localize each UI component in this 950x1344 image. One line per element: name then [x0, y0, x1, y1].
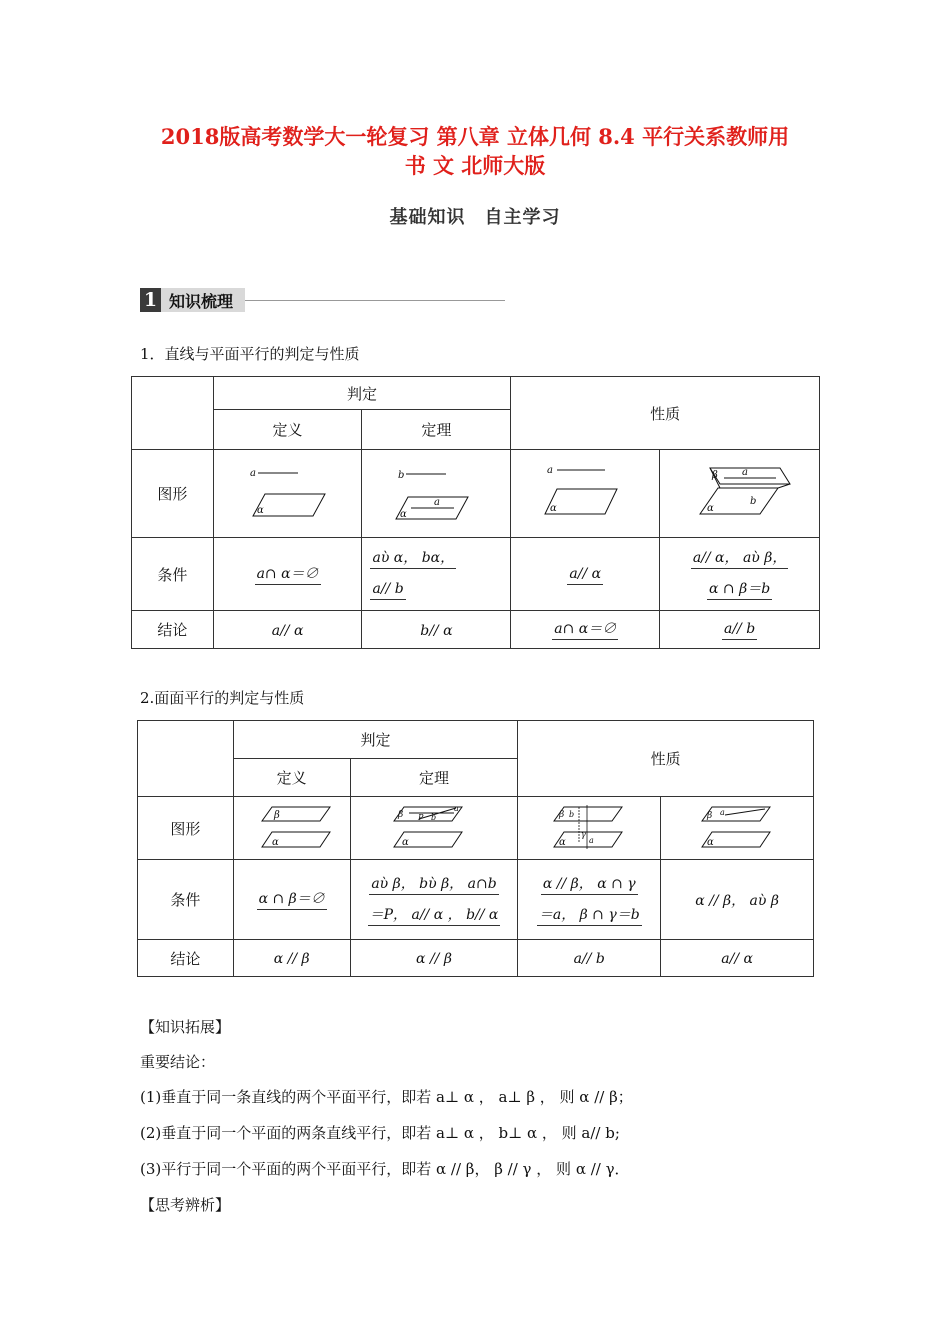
svg-text:α: α	[400, 508, 408, 520]
condition-property-1	[518, 860, 661, 940]
extension-subheading: 重要结论：	[140, 1053, 216, 1071]
figure-property-2	[661, 797, 814, 860]
extension-item-2: (2)垂直于同一个平面的两条直线平行，即若 a⊥ α ， b⊥ α ， 则 a// b;	[140, 1124, 620, 1142]
header-definition: 定义	[213, 410, 362, 450]
condition-def-text: α ∩ β＝∅	[257, 889, 327, 910]
svg-text:b: b	[749, 495, 756, 507]
figure-property-1	[511, 450, 660, 538]
section-subtitle: 基础知识 自主学习	[389, 207, 561, 228]
svg-text:a: a	[741, 466, 748, 478]
svg-text:P: P	[417, 813, 424, 822]
extension-item-3: (3)平行于同一个平面的两个平面平行，即若 α // β， β // γ ， 则 α // γ．	[140, 1160, 630, 1178]
conclusion-definition	[213, 611, 362, 649]
conclusion-def-text: α // β	[273, 951, 310, 967]
header-judge: 判定	[213, 377, 511, 410]
condition-thm-line1: aὺ β， bὺ β， a∩b	[369, 874, 498, 895]
section-header	[140, 288, 505, 312]
extension-heading: 【知识拓展】	[140, 1018, 231, 1036]
line-plane-parallel-table	[131, 376, 820, 649]
row-label-conclusion: 结论	[132, 611, 214, 649]
svg-text:α: α	[707, 837, 714, 848]
section-label: 知识梳理	[161, 288, 245, 312]
two-planes-figure	[680, 464, 800, 524]
conclusion-prop2-text: a// α	[721, 951, 753, 967]
svg-text:β: β	[397, 810, 404, 820]
condition-definition	[233, 860, 350, 940]
condition-def-text: a∩ α＝∅	[255, 564, 321, 585]
think-heading: 【思考辨析】	[140, 1196, 231, 1214]
condition-property-1	[511, 538, 660, 611]
svg-text:α: α	[706, 502, 714, 514]
corner-cell	[138, 721, 234, 797]
svg-text:α: α	[271, 837, 279, 848]
figure-property-1	[518, 797, 661, 860]
corner-cell	[132, 377, 214, 450]
svg-text:a: a	[547, 464, 554, 476]
svg-text:b: b	[569, 810, 575, 819]
parallel-planes-theorem-figure	[384, 803, 484, 853]
svg-text:β: β	[273, 810, 280, 821]
condition-thm-line1: aὺ α， bα，	[370, 548, 456, 569]
svg-text:γ: γ	[581, 830, 587, 839]
condition-prop2-text: α // β， aὺ β	[695, 892, 779, 909]
line-plane-figure	[228, 464, 348, 524]
condition-prop1-line2: ＝a， β ∩ γ＝b	[537, 905, 642, 926]
table1-heading: 1．直线与平面平行的判定与性质	[140, 345, 360, 363]
conclusion-property-2	[661, 940, 814, 977]
document-title-line-2: 书 文 北师大版	[404, 153, 546, 178]
svg-text:β: β	[707, 811, 713, 821]
header-property: 性质	[511, 377, 820, 450]
svg-text:b: b	[398, 469, 405, 481]
conclusion-property-1	[511, 611, 660, 649]
parallel-planes-line-figure	[687, 803, 787, 853]
row-label-condition: 条件	[138, 860, 234, 940]
figure-theorem	[362, 450, 511, 538]
row-label-condition: 条件	[132, 538, 214, 611]
figure-definition	[233, 797, 350, 860]
row-label-figure: 图形	[138, 797, 234, 860]
conclusion-prop2-text: a// b	[722, 619, 757, 640]
conclusion-prop1-text: a// b	[573, 951, 605, 967]
condition-definition	[213, 538, 362, 611]
conclusion-property-1	[518, 940, 661, 977]
conclusion-definition	[233, 940, 350, 977]
conclusion-thm-text: α // β	[416, 951, 452, 967]
svg-text:a: a	[453, 804, 459, 813]
svg-text:α: α	[256, 504, 264, 516]
three-planes-figure	[539, 803, 639, 853]
row-label-figure: 图形	[132, 450, 214, 538]
row-label-conclusion: 结论	[138, 940, 234, 977]
header-theorem: 定理	[362, 410, 511, 450]
condition-theorem	[362, 538, 511, 611]
section-divider	[245, 300, 505, 301]
svg-text:a: a	[589, 836, 595, 845]
condition-prop1-text: a// α	[567, 564, 603, 585]
table2-heading: 2.面面平行的判定与性质	[140, 689, 305, 707]
line-plane-theorem-figure	[376, 464, 496, 524]
header-definition: 定义	[233, 759, 350, 797]
header-property: 性质	[518, 721, 814, 797]
figure-theorem	[350, 797, 518, 860]
header-theorem: 定理	[350, 759, 518, 797]
svg-text:α: α	[401, 837, 409, 848]
condition-prop2-line2: α ∩ β＝b	[707, 579, 772, 600]
condition-prop1-line1: α // β， α ∩ γ	[541, 874, 638, 895]
document-title-line-1: 2018版高考数学大一轮复习 第八章 立体几何 8.4 平行关系教师用	[160, 124, 790, 149]
conclusion-def-text: a// α	[271, 622, 304, 639]
conclusion-theorem	[350, 940, 518, 977]
section-number: 1	[140, 288, 161, 312]
conclusion-theorem	[362, 611, 511, 649]
condition-thm-line2: a// b	[370, 579, 405, 600]
header-judge: 判定	[233, 721, 518, 759]
conclusion-property-2	[660, 611, 820, 649]
svg-text:β: β	[559, 810, 565, 820]
svg-text:b: b	[430, 813, 437, 822]
parallel-planes-figure	[242, 803, 342, 853]
svg-text:α: α	[559, 837, 567, 848]
plane-plane-parallel-table	[137, 720, 814, 977]
conclusion-thm-text: b// α	[420, 622, 453, 639]
figure-property-2	[660, 450, 820, 538]
svg-text:a: a	[434, 496, 441, 508]
svg-text:α: α	[550, 502, 558, 514]
svg-text:a: a	[249, 467, 256, 479]
condition-property-2	[661, 860, 814, 940]
svg-text:a: a	[720, 808, 725, 817]
figure-definition	[213, 450, 362, 538]
svg-text:β: β	[711, 469, 718, 481]
conclusion-prop1-text: a∩ α＝∅	[552, 619, 618, 640]
condition-theorem	[350, 860, 518, 940]
extension-item-1: (1)垂直于同一条直线的两个平面平行，即若 a⊥ α ， a⊥ β ， 则 α // β；	[140, 1088, 633, 1106]
line-plane-property-figure	[525, 464, 645, 524]
condition-thm-line2: ＝P， a// α ， b// α	[368, 905, 501, 926]
condition-property-2	[660, 538, 820, 611]
condition-prop2-line1: a// α， aὺ β，	[691, 548, 789, 569]
